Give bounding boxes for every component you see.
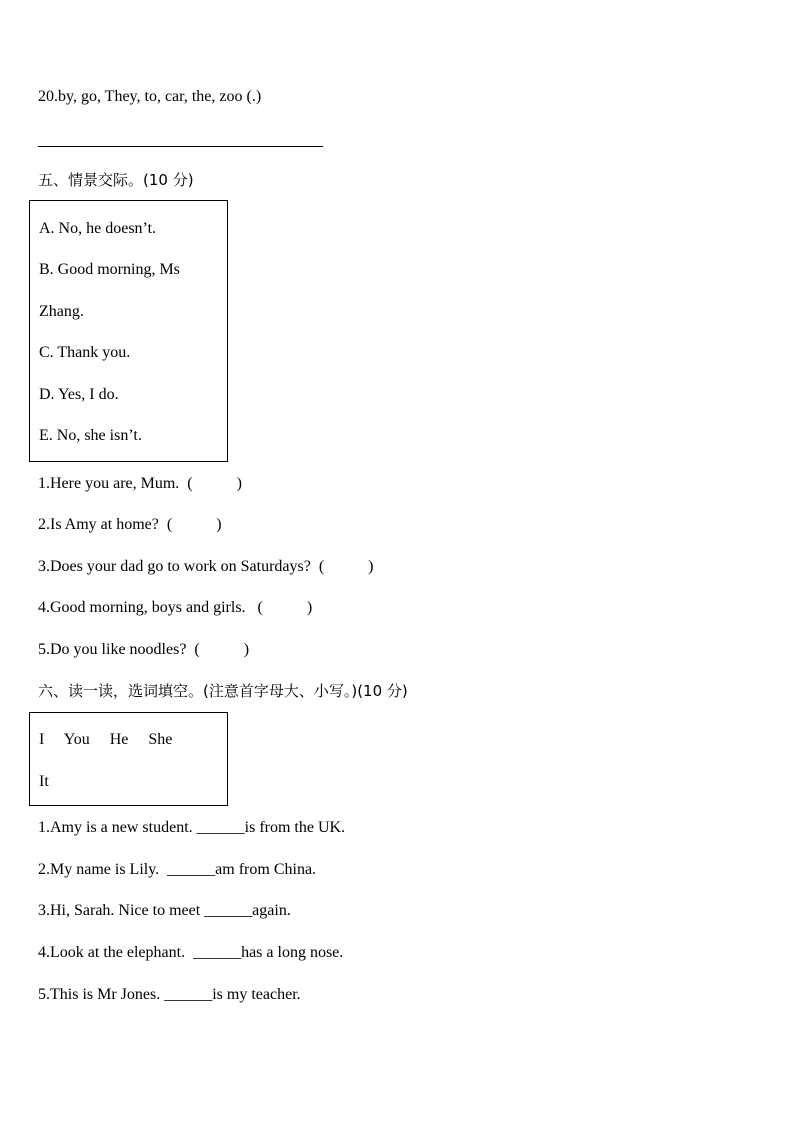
option-c: C. Thank you.: [39, 344, 131, 361]
section6-word-box: [29, 712, 228, 806]
section6-question-5: 5.This is Mr Jones. ______is my teacher.: [38, 986, 301, 1003]
section5-question-4: 4.Good morning, boys and girls. ( ): [38, 599, 313, 616]
section6-question-4: 4.Look at the elephant. ______has a long nose.: [38, 944, 344, 961]
word-row-1: I You He She: [39, 731, 173, 748]
question-20: 20.by, go, They, to, car, the, zoo (.): [38, 88, 262, 105]
option-e: E. No, she isn’t.: [39, 427, 142, 444]
option-b: B. Good morning, Ms: [39, 261, 180, 278]
section6-title: 六、读一读，选词填空。(注意首字母大、小写。)(10 分): [38, 682, 408, 700]
section6-question-2: 2.My name is Lily. ______am from China.: [38, 861, 317, 878]
option-a: A. No, he doesn’t.: [39, 220, 157, 237]
section6-question-1: 1.Amy is a new student. ______is from the UK.: [38, 819, 346, 836]
word-row-2: It: [39, 773, 49, 790]
section6-question-3: 3.Hi, Sarah. Nice to meet ______again.: [38, 902, 291, 919]
option-d: D. Yes, I do.: [39, 386, 119, 403]
section5-title: 五、情景交际。(10 分): [38, 171, 194, 189]
section5-question-5: 5.Do you like noodles? ( ): [38, 641, 250, 658]
option-b-continued: Zhang.: [39, 303, 84, 320]
section5-question-3: 3.Does your dad go to work on Saturdays? ( ): [38, 558, 374, 575]
section5-question-2: 2.Is Amy at home? ( ): [38, 516, 222, 533]
section5-question-1: 1.Here you are, Mum. ( ): [38, 475, 242, 492]
answer-line: [38, 146, 323, 147]
section5-options-box: [29, 200, 228, 462]
